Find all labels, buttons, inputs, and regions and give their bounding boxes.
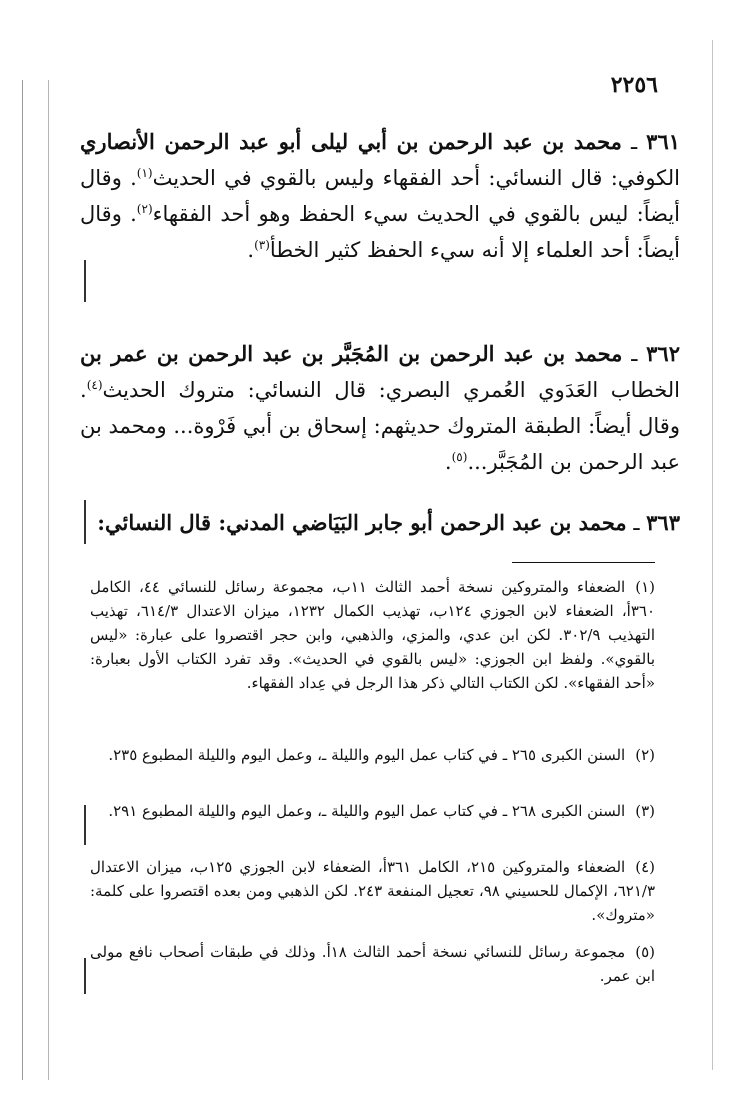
- entry-number: ٣٦٢: [646, 341, 680, 366]
- footnote-number: (٢): [635, 746, 655, 764]
- footnote-3: [90, 799, 655, 823]
- entry-362: [80, 336, 680, 480]
- footnote-2: [90, 743, 655, 767]
- entry-number: ٣٦١: [646, 129, 681, 154]
- footnote-text: الضعفاء والمتروكين نسخة أحمد الثالث ١١ب، مجموعة رسائل للنسائي ٤٤، الكامل ٣٦٠أ، الضعفاء لابن الجوزي ١٢٤ب، تهذيب الكمال ١٢٣٢، ميزان الاعتدال ٦١٤/٣، تهذيب التهذيب ٣٠٢/٩. لكن ابن عدي، والمزي، والذهبي، وابن حجر اقتصروا على عبارة: «ليس بالقوي». ولفظ ابن الجوزي: «ليس بالقوي في الحديث». وقد تفرد الكتاب الأول بعبارة: «أحد الفقهاء». لكن الكتاب التالي ذكر هذا الرجل في عِداد الفقهاء.: [90, 578, 655, 692]
- scan-margin-line: [22, 80, 23, 1080]
- entry-361: [80, 124, 680, 268]
- footnote-ref[interactable]: (٣): [254, 238, 270, 252]
- entry-dash: ـ: [621, 130, 638, 154]
- footnote-text: مجموعة رسائل للنسائي نسخة أحمد الثالث ١٨أ. وذلك في طبقات أصحاب نافع مولى ابن عمر.: [90, 943, 655, 985]
- page-number: ٢٢٥٦: [610, 72, 658, 98]
- footnote-text: السنن الكبرى ٢٦٨ ـ في كتاب عمل اليوم والليلة ـ، وعمل اليوم والليلة المطبوع ٢٩١.: [108, 802, 626, 820]
- entry-text: الكوفي: قال النسائي: أحد الفقهاء وليس بالقوي في الحديث: [152, 166, 680, 190]
- footnote-ref[interactable]: (١): [136, 166, 153, 180]
- footnote-1: [90, 575, 655, 695]
- scan-margin-line: [712, 40, 713, 1070]
- entry-dash: ـ: [622, 342, 638, 366]
- footnote-ref[interactable]: (٥): [451, 450, 468, 464]
- footnote-ref[interactable]: (٤): [86, 378, 103, 392]
- scan-margin-line: [48, 80, 49, 1080]
- entry-number: ٣٦٣: [646, 510, 680, 535]
- margin-bar: [84, 500, 86, 544]
- entry-name: محمد بن عبد الرحمن بن أبي ليلى أبو عبد الرحمن الأنصاري: [80, 129, 622, 154]
- margin-bar: [84, 260, 86, 302]
- footnote-text: الضعفاء والمتروكين ٢١٥، الكامل ٣٦١أ، الضعفاء لابن الجوزي ١٢٥ب، ميزان الاعتدال ٦٢١/٣، الإكمال للحسيني ٩٨، تعجيل المنفعة ٢٤٣. لكن الذهبي ومن بعده اقتصروا على كلمة: «متروك».: [90, 858, 655, 924]
- entry-name: محمد بن عبد الرحمن أبو جابر البَيَاضي المدني: قال النسائي:: [97, 510, 627, 535]
- footnote-number: (٣): [635, 802, 655, 820]
- margin-bar: [84, 805, 86, 845]
- entry-dash: ـ: [626, 511, 640, 535]
- entry-363: [80, 505, 680, 541]
- entry-text: .: [444, 450, 452, 474]
- footnote-number: (١): [635, 578, 655, 596]
- margin-bar: [84, 958, 86, 994]
- footnote-number: (٥): [635, 943, 655, 961]
- entry-text: . وقال أيضاً: ليس بالقوي في الحديث سيء الحفظ وهو أحد الفقهاء: [80, 166, 680, 226]
- footnote-text: السنن الكبرى ٢٦٥ ـ في كتاب عمل اليوم والليلة ـ، وعمل اليوم والليلة المطبوع ٢٣٥.: [108, 746, 626, 764]
- footnote-ref[interactable]: (٢): [136, 202, 153, 216]
- entry-text: . وقال أيضاً: الطبقة المتروك حديثهم: إسحاق بن أبي فَرْوة... ومحمد بن عبد الرحمن بن المُجَبَّر...: [80, 378, 680, 474]
- footnote-separator: [512, 562, 655, 563]
- footnote-4: [90, 855, 655, 927]
- entry-name: محمد بن عبد الرحمن بن المُجَبَّر بن عبد الرحمن بن عمر بن: [80, 341, 623, 366]
- entry-text: . وقال أيضاً: أحد العلماء إلا أنه سيء الحفظ كثير الخطأ: [80, 202, 680, 262]
- footnote-number: (٤): [635, 858, 655, 876]
- entry-text: .: [247, 238, 255, 262]
- footnote-5: [90, 940, 655, 988]
- entry-text: الخطاب العَدَوي العُمري البصري: قال النسائي: متروك الحديث: [102, 378, 680, 402]
